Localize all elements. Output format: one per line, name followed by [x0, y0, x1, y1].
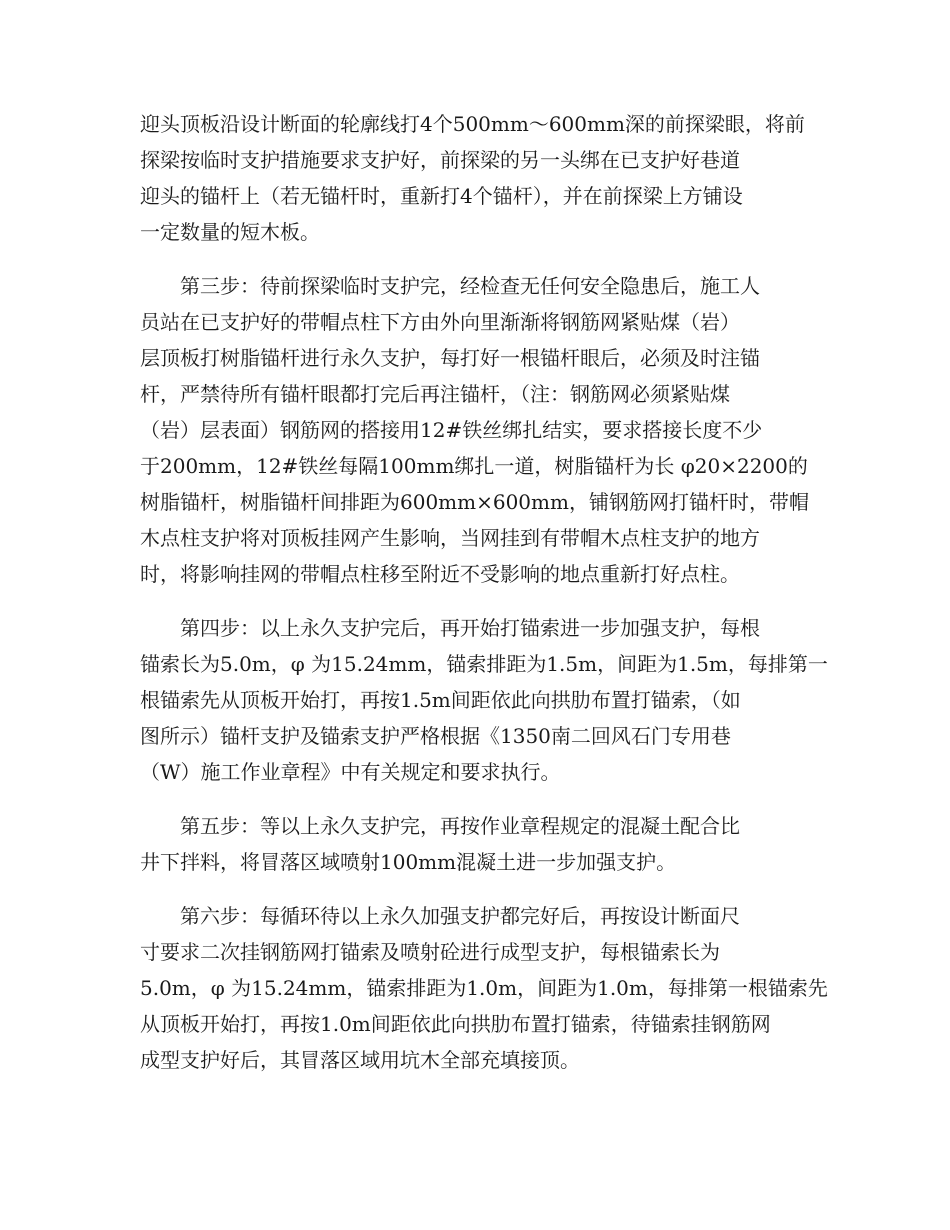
text-line: 木点柱支护将对顶板挂网产生影响，当网挂到有带帽木点柱支护的地方: [140, 526, 760, 550]
document-body: [140, 106, 828, 1096]
text-line: 树脂锚杆，树脂锚杆间排距为600mm×600mm，铺钢筋网打锚杆时，带帽: [140, 490, 809, 514]
paragraph-step-5: [140, 808, 812, 880]
text-line: （岩）层表面）钢筋网的搭接用12#铁丝绑扎结实，要求搭接长度不少: [140, 418, 763, 442]
paragraph-1: [140, 106, 812, 250]
text-line: （W）施工作业章程》中有关规定和要求执行。: [140, 760, 561, 784]
text-line: 层顶板打树脂锚杆进行永久支护，每打好一根锚杆眼后，必须及时注锚: [140, 346, 760, 370]
paragraph-step-3: [140, 268, 812, 592]
text-line: 迎头的锚杆上（若无锚杆时，重新打4个锚杆），并在前探梁上方铺设: [140, 184, 743, 208]
text-line: 杆，严禁待所有锚杆眼都打完后再注锚杆，（注：钢筋网必须紧贴煤: [140, 382, 730, 406]
text-line: 于200mm，12#铁丝每隔100mm绑扎一道，树脂锚杆为长 φ20×2200的: [140, 454, 808, 478]
paragraph-step-4: [140, 610, 828, 790]
text-line: 一定数量的短木板。: [140, 220, 320, 244]
text-line: 5.0m，φ 为15.24mm，锚索排距为1.0m，间距为1.0m，每排第一根锚索先: [140, 976, 828, 1000]
text-line: 时，将影响挂网的带帽点柱移至附近不受影响的地点重新打好点柱。: [140, 562, 740, 586]
text-line: 从顶板开始打，再按1.0m间距依此向拱肋布置打锚索，待锚索挂钢筋网: [140, 1012, 771, 1036]
text-line: 第三步：待前探梁临时支护完，经检查无任何安全隐患后，施工人: [180, 274, 760, 298]
text-line: 迎头顶板沿设计断面的轮廓线打4个500mm～600mm深的前探梁眼，将前: [140, 112, 805, 136]
text-line: 图所示）锚杆支护及锚索支护严格根据《1350南二回风石门专用巷: [140, 724, 731, 748]
text-line: 成型支护好后，其冒落区域用坑木全部充填接顶。: [140, 1048, 580, 1072]
text-line: 根锚索先从顶板开始打，再按1.5m间距依此向拱肋布置打锚索，（如: [140, 688, 741, 712]
paragraph-step-6: [140, 898, 828, 1078]
text-line: 第五步：等以上永久支护完，再按作业章程规定的混凝土配合比: [180, 814, 740, 838]
text-line: 寸要求二次挂钢筋网打锚索及喷射砼进行成型支护，每根锚索长为: [140, 940, 720, 964]
text-line: 第四步：以上永久支护完后，再开始打锚索进一步加强支护，每根: [180, 616, 760, 640]
text-line: 探梁按临时支护措施要求支护好，前探梁的另一头绑在已支护好巷道: [140, 148, 740, 172]
text-line: 锚索长为5.0m，φ 为15.24mm，锚索排距为1.5m，间距为1.5m，每排第一: [140, 652, 828, 676]
text-line: 井下拌料，将冒落区域喷射100mm混凝土进一步加强支护。: [140, 850, 677, 874]
text-line: 第六步：每循环待以上永久加强支护都完好后，再按设计断面尺: [180, 904, 740, 928]
text-line: 员站在已支护好的带帽点柱下方由外向里渐渐将钢筋网紧贴煤（岩）: [140, 310, 740, 334]
